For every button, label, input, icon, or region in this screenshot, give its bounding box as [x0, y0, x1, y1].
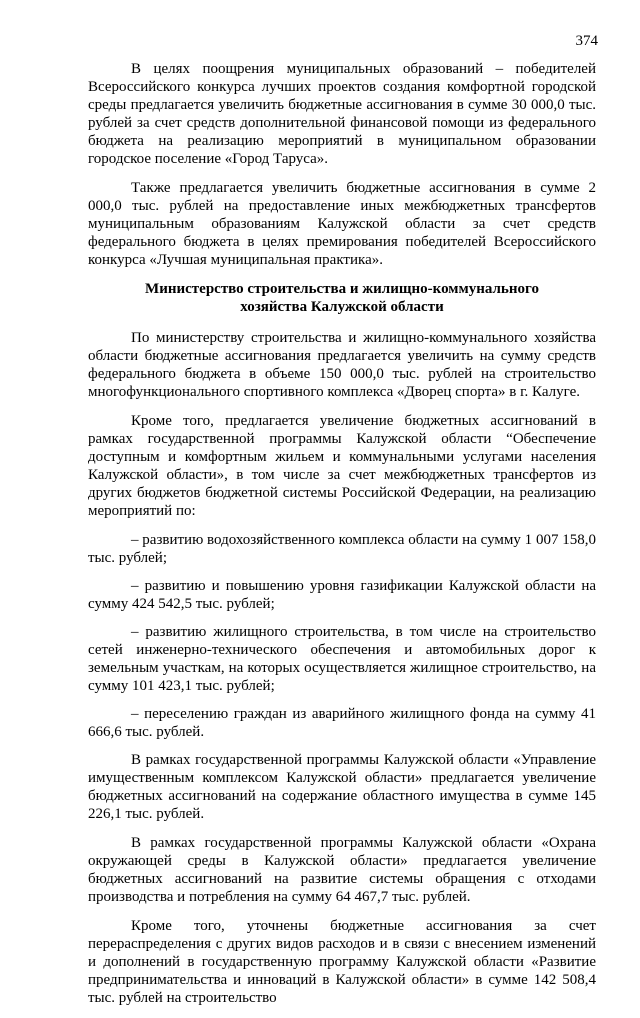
list-item-gas: – развитию и повышению уровня газификации Калужской области на сумму 424 542,5 тыс. рублей;: [88, 578, 596, 612]
paragraph-housing-program-intro: Кроме того, предлагается увеличение бюджетных ассигнований в рамках государственной программы Калужской области “Обеспечение доступным и комфортным жильем и коммунальными услугами населения Калужской области», в том числе за счет межбюджетных трансфертов из других бюджетов бюджетной системы Российской Федерации, на реализацию мероприятий по:: [88, 413, 596, 519]
list-item-water: – развитию водохозяйственного комплекса области на сумму 1 007 158,0 тыс. рублей;: [88, 532, 596, 566]
section-heading-line-2: хозяйства Калужской области: [240, 299, 444, 315]
paragraph-entrepreneurship: Кроме того, уточнены бюджетные ассигнования за счет перераспределения с других видов расходов и в связи с внесением изменений и дополнений в государственную программу Калужской области «Развитие предпринимательства и инноваций в Калужской области» в сумме 142 508,4 тыс. рублей на строительство: [88, 918, 596, 1006]
list-item-housing-construction: – развитию жилищного строительства, в том числе на строительство сетей инженерно-технического обеспечения и автомобильных дорог к земельным участкам, на которых осуществляется жилищное строительство, на сумму 101 423,1 тыс. рублей;: [88, 624, 596, 694]
document-body: [88, 60, 596, 1018]
paragraph-taruса-bonus: В целях поощрения муниципальных образований – победителей Всероссийского конкурса лучших проектов создания комфортной городской среды предлагается увеличить бюджетные ассигнования в сумме 30 000,0 тыс. рублей за счет средств дополнительной финансовой помощи из федерального бюджета на реализацию мероприятий в муниципальном образовании городское поселение «Город Таруса».: [88, 61, 596, 167]
section-heading-line-1: Министерство строительства и жилищно-коммунального: [145, 281, 539, 297]
paragraph-best-practice-bonus: Также предлагается увеличить бюджетные ассигнования в сумме 2 000,0 тыс. рублей на предоставление иных межбюджетных трансфертов муниципальным образованиям Калужской области за счет средств федерального бюджета в целях премирования победителей Всероссийского конкурса «Лучшая муниципальная практика».: [88, 180, 596, 268]
list-item-resettlement: – переселению граждан из аварийного жилищного фонда на сумму 41 666,6 тыс. рублей.: [88, 706, 596, 740]
paragraph-sports-palace: По министерству строительства и жилищно-коммунального хозяйства области бюджетные ассигнования предлагается увеличить на сумму средств федерального бюджета в объеме 150 000,0 тыс. рублей на строительство многофункционального спортивного комплекса «Дворец спорта» в г. Калуге.: [88, 330, 596, 400]
page-number: 374: [575, 33, 598, 49]
paragraph-environment: В рамках государственной программы Калужской области «Охрана окружающей среды в Калужской области» предлагается увеличение бюджетных ассигнований на развитие системы обращения с отходами производства и потребления на сумму 64 467,7 тыс. рублей.: [88, 835, 596, 905]
paragraph-property-management: В рамках государственной программы Калужской области «Управление имущественным комплексом Калужской области» предлагается увеличение бюджетных ассигнований на содержание областного имущества в сумме 145 226,1 тыс. рублей.: [88, 752, 596, 822]
section-heading: [88, 280, 596, 316]
